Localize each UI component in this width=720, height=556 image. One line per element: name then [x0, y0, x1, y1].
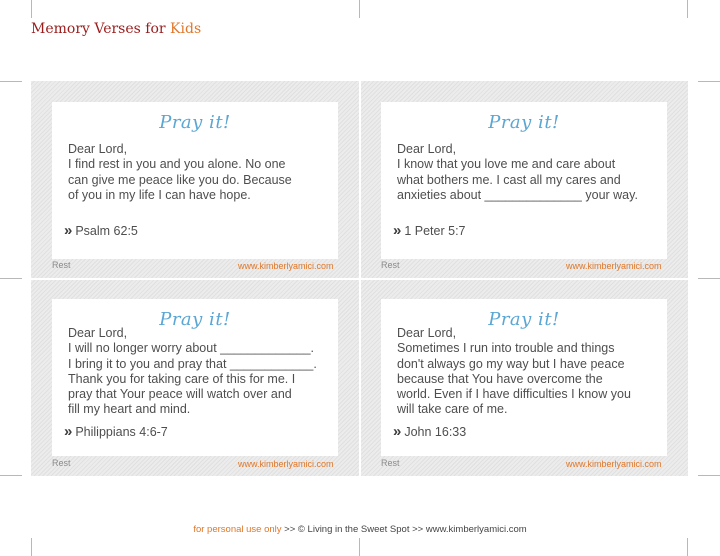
prayer-line: I find rest in you and you alone. No one	[68, 157, 286, 172]
page-title-main: Memory Verses for	[31, 21, 171, 37]
verse-reference-text: Psalm 62:5	[75, 223, 138, 238]
page-footer	[0, 524, 720, 535]
cut-line-horizontal	[31, 278, 688, 280]
verse-reference	[393, 423, 466, 440]
card-website: www.kimberlyamici.com	[238, 261, 334, 271]
verse-reference	[64, 423, 168, 440]
prayer-line: Sometimes I run into trouble and things	[397, 341, 615, 356]
prayer-card	[381, 299, 667, 456]
crop-mark	[31, 0, 32, 18]
prayer-line: because that You have overcome the	[397, 371, 603, 386]
prayer-line: what bothers me. I cast all my cares and	[397, 172, 621, 187]
pray-it-heading: Pray it!	[488, 112, 560, 133]
pray-it-heading: Pray it!	[159, 112, 231, 133]
double-chevron-right-icon: »	[393, 222, 399, 239]
pray-it-heading: Pray it!	[488, 309, 560, 330]
double-chevron-right-icon: »	[393, 423, 399, 440]
prayer-line: can give me peace like you do. Because	[68, 172, 292, 187]
prayer-line: Dear Lord,	[68, 142, 128, 156]
crop-mark	[698, 475, 720, 476]
prayer-line: pray that Your peace will watch over and	[68, 387, 292, 402]
card-website: www.kimberlyamici.com	[566, 459, 662, 469]
crop-mark	[359, 538, 360, 556]
prayer-line: will take care of me.	[397, 402, 508, 417]
card-category-label: Rest	[52, 260, 71, 270]
verse-reference	[393, 222, 466, 239]
card-website: www.kimberlyamici.com	[566, 261, 662, 271]
prayer-line: world. Even if I have difficulties I know you	[397, 387, 631, 402]
double-chevron-right-icon: »	[64, 423, 70, 440]
crop-mark	[0, 475, 22, 476]
verse-reference-text: John 16:33	[404, 424, 467, 439]
double-chevron-right-icon: »	[64, 222, 70, 239]
prayer-text	[397, 326, 659, 418]
prayer-line: anxieties about ______________ your way.	[397, 187, 638, 202]
prayer-card	[52, 299, 338, 456]
crop-mark	[359, 0, 360, 18]
prayer-line: Dear Lord,	[68, 326, 128, 340]
footer-credits: >> © Living in the Sweet Spot >> www.kimberlyamici.com	[281, 524, 527, 535]
prayer-line: I will no longer worry about _____________.	[68, 341, 315, 356]
prayer-text	[68, 326, 330, 418]
prayer-line: don't always go my way but I have peace	[397, 356, 625, 371]
crop-mark	[687, 0, 688, 18]
verse-reference-text: Philippians 4:6-7	[75, 424, 168, 439]
card-website: www.kimberlyamici.com	[238, 459, 334, 469]
crop-mark	[31, 538, 32, 556]
personal-use-notice: for personal use only	[193, 524, 282, 535]
crop-mark	[0, 278, 22, 279]
crop-mark	[698, 81, 720, 82]
prayer-card	[52, 102, 338, 259]
prayer-line: of you in my life I can have hope.	[68, 187, 251, 202]
crop-mark	[0, 81, 22, 82]
prayer-line: fill my heart and mind.	[68, 402, 191, 417]
verse-reference	[64, 222, 138, 239]
card-category-label: Rest	[381, 260, 400, 270]
prayer-card	[381, 102, 667, 259]
crop-mark	[698, 278, 720, 279]
prayer-text	[397, 142, 659, 203]
page-title	[31, 21, 201, 37]
prayer-line: I know that you love me and care about	[397, 157, 616, 172]
crop-mark	[687, 538, 688, 556]
prayer-line: Dear Lord,	[397, 326, 457, 340]
verse-reference-text: 1 Peter 5:7	[404, 223, 466, 238]
prayer-text	[68, 142, 330, 203]
prayer-line: I bring it to you and pray that ____________.	[68, 356, 317, 371]
prayer-line: Thank you for taking care of this for me. I	[68, 371, 296, 386]
card-category-label: Rest	[381, 458, 400, 468]
card-category-label: Rest	[52, 458, 71, 468]
card-sheet	[31, 81, 688, 476]
prayer-line: Dear Lord,	[397, 142, 457, 156]
pray-it-heading: Pray it!	[159, 309, 231, 330]
page-title-accent: Kids	[170, 21, 202, 37]
